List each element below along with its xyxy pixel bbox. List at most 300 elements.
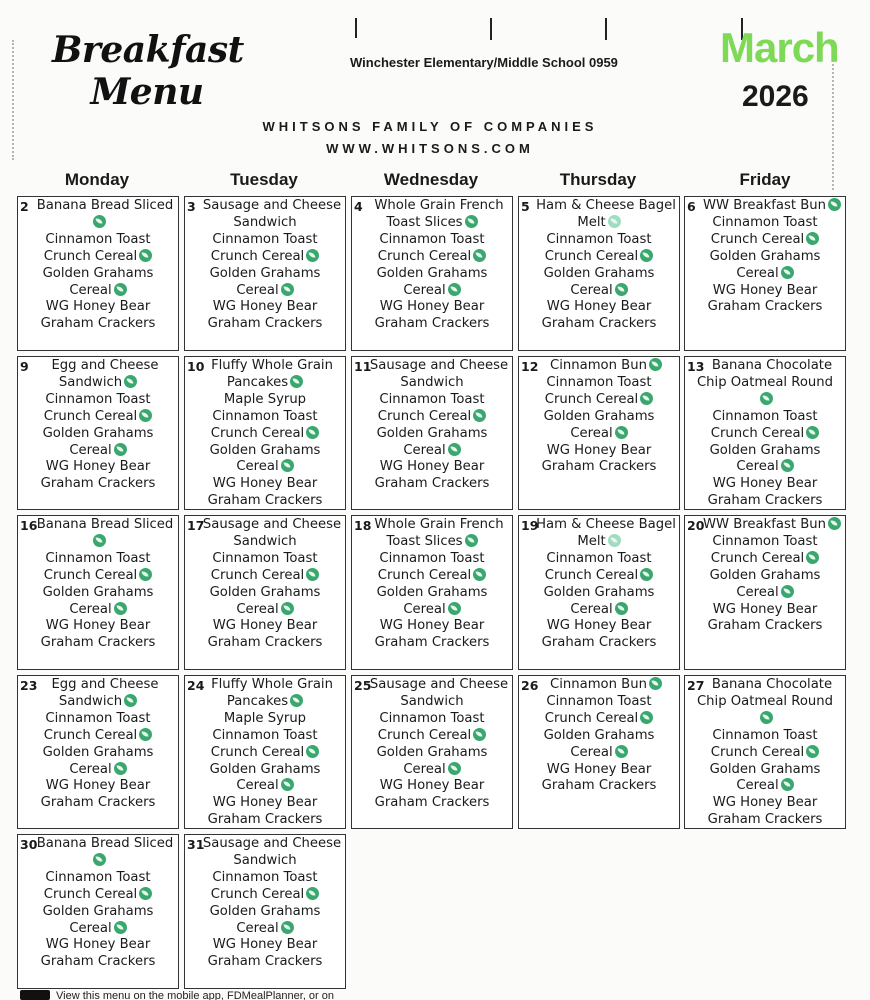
menu-item-text: WG Honey Bear [379,618,485,634]
day-header-friday: Friday [739,170,791,189]
menu-item-text: Crunch Cereal [43,408,138,424]
menu-item [187,762,343,779]
day-number: 23 [20,678,38,693]
menu-item-text: Cinnamon Toast [712,727,818,743]
menu-item-text: Cereal [69,601,112,617]
whole-grain-leaf-icon [124,694,137,707]
menu-item-text: Cereal [736,584,779,600]
day-cell [351,356,513,510]
menu-item-text: Golden Grahams [209,584,321,600]
menu-item-text: Egg and Cheese [51,677,159,692]
menu-item [521,266,677,283]
menu-item [354,795,510,812]
menu-item [20,711,176,728]
menu-item-text: Cinnamon Toast [45,869,151,885]
menu-item [687,476,843,493]
day-number: 19 [521,518,539,533]
whole-grain-leaf-icon [114,762,127,775]
menu-item-text: Maple Syrup [223,710,307,726]
day-cell [351,675,513,829]
footer-note [20,990,334,1000]
menu-item-text: Graham Crackers [707,618,823,634]
menu-item [521,568,677,585]
footer-text: View this menu on the mobile app, FDMealPlanner, or on [56,990,335,1000]
menu-item-text: Cereal [403,761,446,777]
whole-grain-leaf-icon [139,409,152,422]
menu-item [20,585,176,602]
menu-item [20,937,176,954]
menu-item-text: Whole Grain French [374,198,504,213]
menu-item [354,762,510,779]
menu-item-text: Crunch Cereal [377,408,472,424]
menu-item [20,299,176,316]
menu-title [52,30,242,112]
menu-item-text: Graham Crackers [40,635,156,651]
menu-item-text: Cinnamon Toast [45,710,151,726]
day-number: 6 [687,199,696,214]
menu-item [187,426,343,443]
menu-item-text: Egg and Cheese [51,358,159,373]
day-cell [17,356,179,510]
menu-item [20,728,176,745]
whole-grain-leaf-icon [615,283,628,296]
whole-grain-leaf-icon [290,375,303,388]
menu-item [354,409,510,426]
menu-item [20,762,176,779]
menu-item-text: Graham Crackers [207,316,323,332]
whole-grain-leaf-icon [806,745,819,758]
menu-item [687,795,843,812]
menu-item [687,762,843,779]
menu-entree [20,358,176,375]
menu-item-text: Crunch Cereal [210,567,305,583]
menu-item [20,232,176,249]
menu-item-text: WG Honey Bear [712,476,818,492]
menu-item-text: Golden Grahams [543,408,655,424]
day-cell [518,196,680,351]
day-number: 27 [687,678,705,693]
menu-item-text: Cinnamon Toast [546,550,652,566]
menu-item-text: Graham Crackers [541,778,657,794]
menu-item-text: Cinnamon Toast [212,869,318,885]
menu-item [20,266,176,283]
menu-item-text: Graham Crackers [207,635,323,651]
menu-item [354,694,510,711]
menu-item [354,266,510,283]
menu-item [354,728,510,745]
menu-item [20,476,176,493]
menu-item [354,215,510,232]
day-number: 31 [187,837,205,852]
whole-grain-leaf-icon [139,728,152,741]
menu-item [354,459,510,476]
whole-grain-leaf-icon [465,215,478,228]
menu-item-text: Toast Slices [386,533,463,549]
menu-item [187,232,343,249]
menu-item [521,283,677,300]
whole-grain-leaf-icon [615,602,628,615]
menu-item-text: Crunch Cereal [43,248,138,264]
menu-item-text: Golden Grahams [209,442,321,458]
day-cell [17,834,179,989]
whole-grain-leaf-icon [290,694,303,707]
menu-item [687,728,843,745]
menu-item [20,426,176,443]
menu-item-text: Banana Chocolate [711,358,833,373]
menu-item [521,534,677,551]
day-number: 9 [20,359,29,374]
menu-item [20,602,176,619]
menu-item-text: WG Honey Bear [45,618,151,634]
menu-item-text: WG Honey Bear [45,778,151,794]
menu-item [187,375,343,392]
menu-item-text: Cereal [236,459,279,475]
menu-item [687,812,843,829]
menu-item-text: Graham Crackers [374,476,490,492]
whole-grain-leaf-icon [281,459,294,472]
whole-grain-leaf-icon [615,426,628,439]
menu-item [20,409,176,426]
menu-item-text: Banana Bread Sliced [36,517,174,532]
menu-item-text: Crunch Cereal [544,248,639,264]
day-number: 3 [187,199,196,214]
menu-item [687,778,843,795]
menu-item-text: Pancakes [226,374,289,390]
menu-item [687,232,843,249]
menu-item [354,635,510,652]
menu-item-text: Cereal [403,442,446,458]
menu-item [354,316,510,333]
day-cell [351,196,513,351]
menu-item [20,635,176,652]
whole-grain-leaf-icon [114,921,127,934]
year-label: 2026 [742,80,809,113]
day-cell [184,834,346,989]
menu-item [687,534,843,551]
menu-item [354,585,510,602]
menu-item-text: Crunch Cereal [210,425,305,441]
menu-item-text: Ham & Cheese Bagel [536,198,676,213]
menu-entree [187,358,343,375]
whole-grain-leaf-icon [448,443,461,456]
menu-item [187,249,343,266]
menu-item-text: Fluffy Whole Grain [211,358,333,373]
whole-grain-leaf-icon [649,677,662,690]
menu-item [20,443,176,460]
menu-entree [521,358,677,375]
menu-item-text: Crunch Cereal [43,886,138,902]
menu-item-text: Golden Grahams [42,744,154,760]
menu-item [687,283,843,300]
company-name [0,119,870,134]
menu-item-text: WW Breakfast Bun [702,517,826,532]
day-number: 20 [687,518,705,533]
menu-item-text: Banana Bread Sliced [36,836,174,851]
menu-item [521,409,677,426]
whole-grain-leaf-icon [306,887,319,900]
menu-item-text: WG Honey Bear [712,282,818,298]
whole-grain-leaf-icon [473,409,486,422]
menu-item-text: Graham Crackers [40,476,156,492]
whole-grain-leaf-icon [93,853,106,866]
day-cell [184,675,346,829]
menu-item-text: Graham Crackers [40,316,156,332]
menu-item [187,568,343,585]
menu-item [187,778,343,795]
menu-entree [187,517,343,534]
menu-item-text: Cinnamon Toast [212,727,318,743]
menu-item-text: Crunch Cereal [710,744,805,760]
menu-item [687,585,843,602]
menu-item [187,534,343,551]
menu-item-text: Crunch Cereal [544,710,639,726]
menu-item [687,493,843,510]
menu-item [187,853,343,870]
menu-item-text: WG Honey Bear [212,795,318,811]
menu-item [20,459,176,476]
menu-item [20,870,176,887]
day-number: 5 [521,199,530,214]
menu-entree [687,198,843,215]
menu-item-text: Cereal [570,282,613,298]
menu-item-text: Cinnamon Toast [379,550,485,566]
menu-item-text: Graham Crackers [707,812,823,828]
scan-mark [355,18,357,38]
menu-item [687,409,843,426]
menu-item-text: WG Honey Bear [546,299,652,315]
day-number: 17 [187,518,205,533]
menu-item-text: Sandwich [58,374,123,390]
whole-grain-leaf-icon [281,921,294,934]
menu-item [354,283,510,300]
menu-item-text: Golden Grahams [376,265,488,281]
menu-item [521,762,677,779]
menu-item [187,921,343,938]
menu-entree [20,836,176,853]
menu-item [521,426,677,443]
menu-item-text: WW Breakfast Bun [702,198,826,213]
menu-item [521,443,677,460]
whole-grain-leaf-icon [640,568,653,581]
menu-item [687,618,843,635]
whole-grain-leaf-icon [781,778,794,791]
day-cell [17,675,179,829]
menu-item-text: Cereal [236,778,279,794]
menu-item-text: Cereal [69,920,112,936]
whole-grain-leaf-icon [806,426,819,439]
whole-grain-leaf-icon [608,534,621,547]
menu-item-text: WG Honey Bear [712,601,818,617]
menu-item [354,602,510,619]
menu-item-text: Golden Grahams [709,761,821,777]
day-number: 26 [521,678,539,693]
menu-item [20,778,176,795]
menu-item [354,745,510,762]
menu-item-text: Cinnamon Toast [379,231,485,247]
whole-grain-leaf-icon [640,392,653,405]
app-badge-icon [20,990,50,1000]
menu-item-text: WG Honey Bear [212,476,318,492]
menu-item [187,316,343,333]
menu-item-text: Pancakes [226,693,289,709]
menu-item-text: Golden Grahams [42,584,154,600]
day-header-thursday: Thursday [559,170,637,189]
menu-item-text: Sandwich [233,214,297,230]
whole-grain-leaf-icon [473,728,486,741]
menu-item [354,426,510,443]
menu-item-text: WG Honey Bear [45,459,151,475]
whole-grain-leaf-icon [473,249,486,262]
day-cell [184,515,346,670]
menu-entree [20,198,176,215]
menu-item [187,409,343,426]
menu-item [354,778,510,795]
menu-item-text: Toast Slices [386,214,463,230]
menu-item-text: Golden Grahams [42,903,154,919]
menu-item [187,585,343,602]
day-number: 25 [354,678,372,693]
menu-item [20,853,176,870]
whole-grain-leaf-icon [139,249,152,262]
menu-entree [354,198,510,215]
menu-item [187,887,343,904]
menu-item-text: WG Honey Bear [379,778,485,794]
menu-item-text: Graham Crackers [207,812,323,828]
whole-grain-leaf-icon [649,358,662,371]
menu-item [187,493,343,510]
whole-grain-leaf-icon [760,711,773,724]
menu-item [354,568,510,585]
whole-grain-leaf-icon [465,534,478,547]
menu-item [687,602,843,619]
day-header-wednesday: Wednesday [383,170,479,189]
whole-grain-leaf-icon [306,745,319,758]
menu-item-text: WG Honey Bear [212,937,318,953]
menu-item [187,812,343,829]
menu-item-text: Cinnamon Toast [45,550,151,566]
menu-item [687,694,843,711]
menu-item-text: Cereal [570,601,613,617]
menu-item-text: Banana Bread Sliced [36,198,174,213]
menu-item [187,392,343,409]
menu-item-text: Sausage and Cheese [369,358,509,373]
menu-item-text: Crunch Cereal [710,425,805,441]
menu-item-text: Cinnamon Bun [550,677,647,692]
menu-item-text: Cereal [736,459,779,475]
menu-item-text: WG Honey Bear [45,299,151,315]
menu-item-text: Crunch Cereal [710,550,805,566]
menu-item-text: Golden Grahams [376,425,488,441]
day-number: 10 [187,359,205,374]
day-header-tuesday: Tuesday [230,170,298,189]
menu-item-text: Golden Grahams [42,265,154,281]
menu-item-text: Crunch Cereal [377,248,472,264]
menu-item [354,375,510,392]
whole-grain-leaf-icon [615,745,628,758]
menu-item [521,215,677,232]
menu-item-text: Cinnamon Toast [712,408,818,424]
menu-item [521,602,677,619]
menu-entree [20,517,176,534]
menu-item-text: Golden Grahams [543,727,655,743]
whole-grain-leaf-icon [781,266,794,279]
menu-item-text: Banana Chocolate [711,677,833,692]
menu-item [687,392,843,409]
menu-item [521,711,677,728]
menu-item [20,954,176,971]
day-cell [518,675,680,829]
menu-entree [187,836,343,853]
menu-item [20,904,176,921]
menu-item-text: WG Honey Bear [712,795,818,811]
whole-grain-leaf-icon [806,551,819,564]
menu-item [20,795,176,812]
menu-item [521,778,677,795]
menu-item-text: WG Honey Bear [212,299,318,315]
menu-item-text: Sausage and Cheese [202,836,342,851]
menu-item [354,392,510,409]
menu-item [354,618,510,635]
menu-item [187,602,343,619]
whole-grain-leaf-icon [124,375,137,388]
menu-item-text: Cereal [736,265,779,281]
menu-item-text: Crunch Cereal [544,391,639,407]
menu-item [521,249,677,266]
menu-item [687,459,843,476]
day-cell [184,196,346,351]
menu-item [687,249,843,266]
day-number: 18 [354,518,372,533]
whole-grain-leaf-icon [114,283,127,296]
menu-item-text: Cereal [236,601,279,617]
menu-item [687,551,843,568]
whole-grain-leaf-icon [114,602,127,615]
menu-item [187,215,343,232]
menu-item-text: WG Honey Bear [45,937,151,953]
menu-item-text: Cinnamon Toast [212,408,318,424]
menu-item-text: Sausage and Cheese [369,677,509,692]
website-link[interactable] [0,141,870,156]
menu-item-text: Golden Grahams [709,442,821,458]
whole-grain-leaf-icon [306,249,319,262]
whole-grain-leaf-icon [93,534,106,547]
menu-item [521,375,677,392]
menu-item-text: Sandwich [233,852,297,868]
menu-item [687,299,843,316]
menu-item [687,426,843,443]
menu-item-text: WG Honey Bear [546,761,652,777]
day-cell [684,356,846,510]
menu-item [20,694,176,711]
whole-grain-leaf-icon [806,232,819,245]
menu-item [354,232,510,249]
website-text[interactable]: WWW.WHITSONS.COM [326,141,534,156]
whole-grain-leaf-icon [448,283,461,296]
menu-entree [187,198,343,215]
menu-item [187,954,343,971]
day-cell [518,515,680,670]
company-name-text: WHITSONS FAMILY OF COMPANIES [262,119,598,134]
menu-item-text: Chip Oatmeal Round [696,693,834,709]
menu-item-text: Crunch Cereal [210,886,305,902]
menu-item-text: Golden Grahams [709,567,821,583]
menu-item-text: Golden Grahams [543,265,655,281]
menu-item-text: Chip Oatmeal Round [696,374,834,390]
menu-item [20,249,176,266]
menu-item [187,283,343,300]
menu-entree [687,677,843,694]
menu-item [20,921,176,938]
